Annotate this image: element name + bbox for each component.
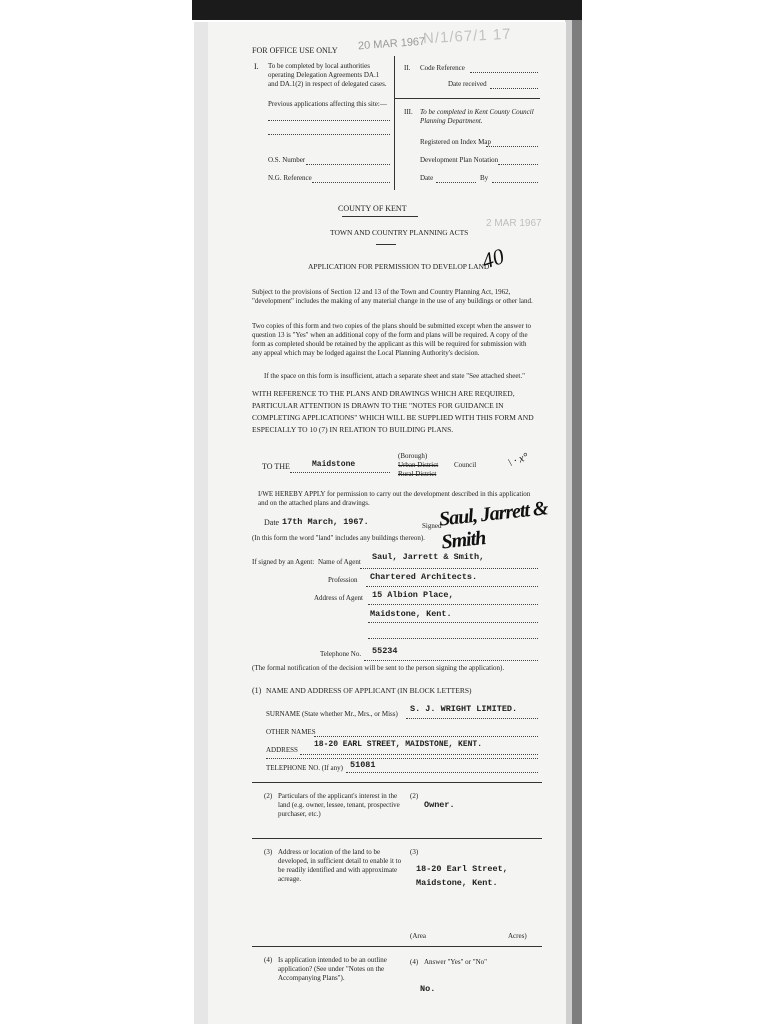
- q3-answer-line-2: Maidstone, Kent.: [416, 878, 498, 888]
- agent-address-label: Address of Agent: [314, 594, 363, 602]
- intro-paragraph-plans: WITH REFERENCE TO THE PLANS AND DRAWINGS WHICH ARE REQUIRED, PARTICULAR ATTENTION IS DRAWN TO THE "NOTES FOR GUIDANCE IN COMPLETING APPLICATIONS" WHICH WILL BE SUPPLIED WITH THIS FORM AND ESPECIALLY TO 10 (7) IN RELATION TO BUILDING PLANS.: [252, 389, 534, 434]
- office-use-heading: FOR OFFICE USE ONLY: [252, 46, 338, 55]
- faint-reference-stamp: N/1/67/1 17: [422, 25, 512, 48]
- development-plan-line: [498, 164, 538, 165]
- signed-label: Signed: [422, 522, 442, 530]
- intro-paragraph-definition: Subject to the provisions of Section 12 and 13 of the Town and Country Planning Act, 1962, "development" includes the making of any material change in the use of any buildings or other land.: [252, 288, 533, 305]
- os-number-label: O.S. Number: [268, 156, 306, 164]
- q3-number: (3): [264, 848, 273, 856]
- agent-telephone-value: 55234: [372, 646, 398, 656]
- intro-paragraph-space: If the space on this form is insufficient, attach a separate sheet and state "See attached sheet.": [264, 372, 525, 380]
- q1-other-names-label: OTHER NAMES: [266, 728, 316, 736]
- section-one-number: I.: [254, 62, 259, 71]
- q1-telephone-line: [346, 772, 538, 773]
- ng-reference-line: [312, 182, 390, 183]
- office-date-label: Date: [420, 174, 434, 182]
- agent-intro-label: If signed by an Agent:: [252, 558, 315, 566]
- section-three-number: III.: [404, 108, 413, 116]
- agent-address-value-1: 15 Albion Place,: [372, 590, 454, 600]
- acts-rule: [376, 244, 396, 245]
- q4-top-rule: [252, 946, 542, 947]
- agent-address-line-1: [368, 604, 538, 605]
- applicant-signature: Saul, Jarrett & Smith: [437, 497, 549, 554]
- council-type-urban: Urban District: [398, 461, 439, 469]
- council-suffix: Council: [454, 461, 477, 469]
- agent-name-line: [360, 568, 538, 569]
- os-number-line: [306, 164, 390, 165]
- handwritten-annotation: 40: [478, 243, 508, 274]
- q2-answer: Owner.: [424, 800, 455, 810]
- office-by-line: [492, 182, 538, 183]
- q1-address-label: ADDRESS: [266, 746, 298, 754]
- q3-area-label: (Area: [410, 932, 426, 940]
- q1-surname-label: SURNAME (State whether Mr., Mrs., or Miss): [266, 710, 398, 718]
- registered-index-map-line: [486, 146, 538, 147]
- q1-telephone-label: TELEPHONE NO. (If any): [266, 764, 343, 772]
- q4-answer-number: (4): [410, 958, 419, 966]
- date-received-label: Date received: [448, 80, 487, 88]
- q4-text: Is application intended to be an outline application? (See under "Notes on the Accompanying Plans").: [278, 956, 387, 982]
- q1-telephone-value: 51081: [350, 760, 376, 770]
- section-three-text: To be completed in Kent County Council Planning Department.: [420, 108, 534, 125]
- agent-address-line-3: [368, 638, 538, 639]
- scan-top-edge: [192, 0, 582, 20]
- q3-answer-line-1: 18-20 Earl Street,: [416, 864, 508, 874]
- county-underline: [342, 216, 418, 217]
- intro-paragraph-copies: Two copies of this form and two copies of the plans should be submitted except when the answer to question 13 is "Yes" when an additional copy of the form and plans will be required. A copy of the form as completed should be retained by the applicant as this will be required for submission with any appeal which may be lodged against the Local Planning Authority's decision.: [252, 322, 532, 357]
- previous-applications-line-2: [268, 134, 390, 135]
- q1-surname-line: [406, 718, 538, 719]
- q2-top-rule: [252, 782, 542, 783]
- agent-profession-label: Profession: [328, 576, 358, 584]
- council-name-value: Maidstone: [312, 460, 356, 469]
- q4-number: (4): [264, 956, 273, 964]
- date-stamp: 20 MAR 1967: [357, 35, 426, 53]
- q1-address-value: 18-20 EARL STREET, MAIDSTONE, KENT.: [314, 740, 483, 749]
- office-divider-horizontal: [394, 98, 540, 99]
- agent-address-line-2: [368, 622, 538, 623]
- section-two-number: II.: [404, 64, 411, 72]
- registered-index-map-label: Registered on Index Map: [420, 138, 491, 146]
- agent-telephone-line: [364, 660, 538, 661]
- q2-text: Particulars of the applicant's interest in the land (e.g. owner, lessee, tenant, prospective purchaser, etc.): [278, 792, 400, 818]
- development-plan-label: Development Plan Notation: [420, 156, 499, 164]
- agent-telephone-label: Telephone No.: [320, 650, 362, 658]
- decision-notification-note: (The formal notification of the decision will be sent to the person signing the application).: [252, 664, 505, 672]
- q1-address-line: [300, 754, 538, 755]
- council-type-rural: Rural District: [398, 470, 437, 478]
- land-definition-note: (In this form the word "land" includes any buildings thereon).: [252, 534, 425, 542]
- q2-number: (2): [264, 792, 273, 800]
- code-reference-line: [470, 72, 538, 73]
- application-form-page: [208, 22, 566, 1024]
- q4-answer: No.: [420, 984, 436, 994]
- q3-text: Address or location of the land to be developed, in sufficient detail to enable it to be readily identified and with approximate acreage.: [278, 848, 402, 883]
- ng-reference-label: N.G. Reference: [268, 174, 312, 182]
- q1-surname-value: S. J. WRIGHT LIMITED.: [410, 704, 518, 714]
- planning-acts-heading: TOWN AND COUNTRY PLANNING ACTS: [330, 228, 469, 237]
- faint-received-stamp: 2 MAR 1967: [486, 218, 542, 229]
- date-received-line: [490, 88, 538, 89]
- council-type-borough: (Borough): [398, 452, 428, 460]
- q2-answer-number: (2): [410, 792, 419, 800]
- agent-name-label: Name of Agent: [318, 558, 361, 566]
- q4-answer-prompt: Answer "Yes" or "No": [424, 958, 488, 966]
- agent-address-value-2: Maidstone, Kent.: [370, 609, 452, 619]
- scan-left-edge: [194, 22, 208, 1024]
- office-date-line: [436, 182, 476, 183]
- application-title: APPLICATION FOR PERMISSION TO DEVELOP LAND: [308, 262, 490, 271]
- section-one-text: To be completed by local authorities operating Delegation Agreements DA.1 and DA.1(2) in respect of delegated cases.: [268, 62, 387, 88]
- agent-profession-value: Chartered Architects.: [370, 572, 478, 582]
- office-divider-vertical: [394, 56, 395, 190]
- office-by-label: By: [480, 174, 489, 182]
- agent-name-value: Saul, Jarrett & Smith,: [372, 552, 485, 562]
- q1-address-line-2: [266, 758, 538, 759]
- q3-top-rule: [252, 838, 542, 839]
- agent-profession-line: [366, 586, 538, 587]
- county-heading: COUNTY OF KENT: [338, 204, 407, 213]
- q1-title: NAME AND ADDRESS OF APPLICANT (IN BLOCK LETTERS): [266, 686, 472, 695]
- council-name-line: [290, 472, 390, 473]
- declaration-date-label: Date: [264, 518, 280, 527]
- scan-right-shadow: [572, 20, 582, 1024]
- code-reference-label: Code Reference: [420, 64, 465, 72]
- previous-applications-line-1: [268, 120, 390, 121]
- declaration-text: I/WE HEREBY APPLY for permission to carry out the development described in this application and on the attached plans and drawings.: [258, 490, 531, 507]
- q3-answer-number: (3): [410, 848, 419, 856]
- q1-number: (1): [252, 686, 262, 695]
- declaration-date-value: 17th March, 1967.: [282, 517, 369, 527]
- q3-acres-label: Acres): [508, 932, 527, 940]
- previous-applications-label: Previous applications affecting this site:—: [268, 100, 387, 108]
- q1-other-names-line: [314, 736, 538, 737]
- handwritten-mark: \ · x°: [506, 450, 531, 470]
- to-the-label: TO THE: [262, 462, 290, 471]
